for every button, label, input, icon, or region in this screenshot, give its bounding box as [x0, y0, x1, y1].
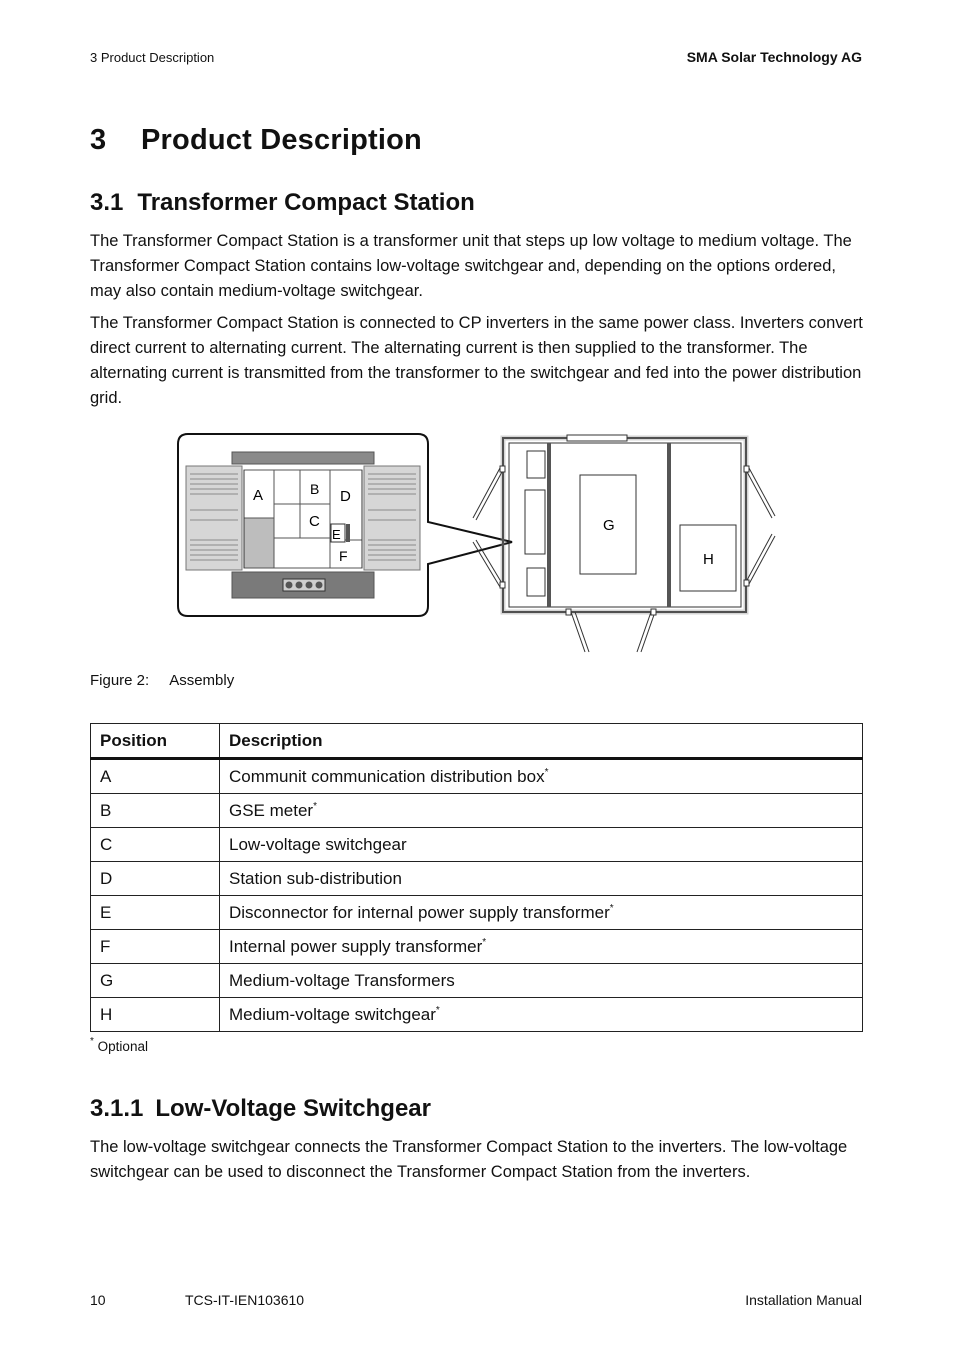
optional-mark: *: [435, 1004, 440, 1016]
position-cell: F: [91, 930, 220, 964]
description-text: Internal power supply transformer: [229, 936, 483, 956]
label-f: F: [339, 548, 348, 564]
chapter-number: 3: [90, 124, 107, 156]
connection-paragraph: The Transformer Compact Station is connected to CP inverters in the same power class. Inverters convert direct current to alternating current. The alternating current is then supplied to the transformer. The alternating current is transmitted from the transformer to the switchgear and fed into the power distribution grid.: [90, 314, 863, 407]
chapter-heading: [90, 124, 422, 157]
column-header-position: Position: [91, 724, 220, 759]
label-d: D: [340, 488, 351, 505]
table-row: [91, 896, 863, 930]
table-row: [91, 794, 863, 828]
subsection-heading: [90, 1095, 431, 1123]
description-text: GSE meter: [229, 800, 314, 820]
description-cell: [220, 828, 863, 862]
optional-mark: *: [482, 936, 487, 948]
label-h: H: [703, 551, 714, 568]
station-floor-plan: [473, 435, 775, 652]
figure-caption-label: Figure 2:: [90, 672, 150, 689]
optional-mark: *: [313, 800, 317, 812]
assembly-figure: [170, 430, 790, 660]
label-b: B: [310, 481, 320, 497]
description-cell: [220, 998, 863, 1032]
subsection-number: 3.1.1: [90, 1095, 144, 1122]
subsection-title: Low-Voltage Switchgear: [155, 1095, 431, 1122]
description-cell: [220, 794, 863, 828]
table-footnote: [90, 1036, 148, 1054]
label-a: A: [253, 487, 264, 504]
intro-paragraph: The Transformer Compact Station is a transformer unit that steps up low voltage to medium voltage. The Transformer Compact Station contains low-voltage switchgear and, depending on the options ordered, may also contain medium-voltage switchgear.: [90, 232, 852, 300]
table-row: [91, 964, 863, 998]
optional-mark: *: [609, 902, 614, 914]
column-header-description: Description: [220, 724, 863, 759]
table-header-row: [91, 724, 863, 759]
footnote-text: Optional: [97, 1039, 148, 1054]
footnote-mark: *: [90, 1036, 94, 1047]
table-row: [91, 759, 863, 794]
position-cell: B: [91, 794, 220, 828]
footer-document-id: TCS-IT-IEN103610: [185, 1292, 305, 1308]
table-row: [91, 930, 863, 964]
description-text: Medium-voltage switchgear: [229, 1004, 436, 1024]
header-chapter: 3 Product Description: [90, 50, 215, 65]
header-company: SMA Solar Technology AG: [686, 49, 862, 65]
figure-caption: [90, 672, 234, 689]
description-cell: [220, 896, 863, 930]
description-text: Medium-voltage Transformers: [229, 970, 455, 990]
position-cell: E: [91, 896, 220, 930]
description-cell: [220, 930, 863, 964]
section-heading: [90, 189, 475, 217]
position-cell: G: [91, 964, 220, 998]
footer-page-number: 10: [90, 1292, 106, 1308]
position-table: [90, 723, 863, 1032]
figure-caption-text: Assembly: [169, 672, 235, 689]
description-text: Station sub-distribution: [229, 868, 402, 888]
optional-mark: *: [544, 766, 549, 778]
indicator-lights: [283, 579, 325, 591]
label-g: G: [603, 517, 615, 534]
table-row: [91, 862, 863, 896]
position-cell: A: [91, 759, 220, 794]
table-row: [91, 998, 863, 1032]
label-c: C: [309, 513, 320, 530]
description-cell: [220, 759, 863, 794]
description-cell: [220, 964, 863, 998]
switchgear-paragraph: The low-voltage switchgear connects the Transformer Compact Station to the inverters. The low-voltage switchgear can be used to disconnect the Transformer Compact Station from the inverters.: [90, 1138, 848, 1181]
position-cell: C: [91, 828, 220, 862]
section-title: Transformer Compact Station: [137, 189, 475, 216]
description-cell: [220, 862, 863, 896]
description-text: Low-voltage switchgear: [229, 834, 407, 854]
position-cell: D: [91, 862, 220, 896]
position-cell: H: [91, 998, 220, 1032]
description-text: Disconnector for internal power supply transformer: [229, 902, 610, 922]
table-row: [91, 828, 863, 862]
section-number: 3.1: [90, 189, 124, 216]
chapter-title: Product Description: [141, 124, 422, 156]
description-text: Communit communication distribution box: [229, 766, 545, 786]
footer-manual-type: Installation Manual: [745, 1292, 862, 1308]
label-e: E: [332, 527, 341, 542]
